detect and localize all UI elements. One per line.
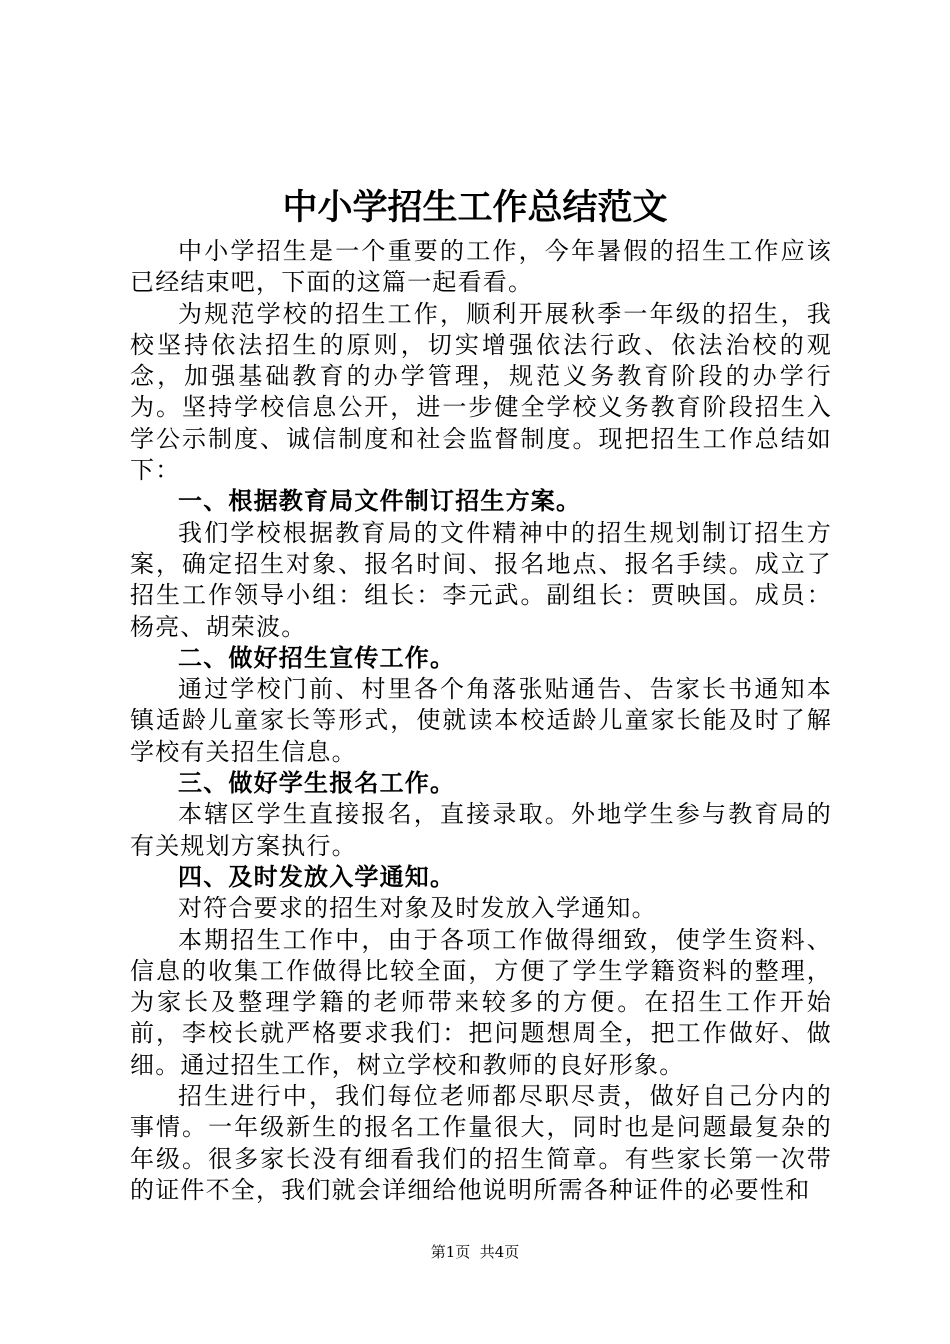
document-body: [130, 236, 832, 1206]
section-heading: 一、根据教育局文件制订招生方案。: [178, 487, 582, 516]
document-title: 中小学招生工作总结范文: [282, 187, 668, 228]
body-paragraph: 我们学校根据教育局的文件精神中的招生规划制订招生方案，确定招生对象、报名时间、报名地点、报名手续。成立了招生工作领导小组：组长：李元武。副组长：贾映国。成员：杨亮、胡荣波。: [130, 518, 832, 641]
body-paragraph: 对符合要求的招生对象及时发放入学通知。: [178, 894, 657, 923]
body-paragraph: 通过学校门前、村里各个角落张贴通告、告家长书通知本镇适龄儿童家长等形式，使就读本校适龄儿童家长能及时了解学校有关招生信息。: [130, 675, 832, 766]
page-footer: [0, 1241, 950, 1263]
body-paragraph: 本辖区学生直接报名，直接录取。外地学生参与教育局的有关规划方案执行。: [130, 800, 832, 860]
section-heading: 三、做好学生报名工作。: [178, 769, 456, 798]
page-number: 第1页 共4页: [430, 1243, 520, 1261]
section-heading: 二、做好招生宣传工作。: [178, 643, 456, 672]
body-paragraph: 为规范学校的招生工作，顺利开展秋季一年级的招生，我校坚持依法招生的原则，切实增强依法行政、依法治校的观念，加强基础教育的办学管理，规范义务教育阶段的办学行为。坚持学校信息公开，进一步健全学校义务教育阶段招生入学公示制度、诚信制度和社会监督制度。现把招生工作总结如下：: [130, 299, 832, 485]
body-paragraph: 招生进行中，我们每位老师都尽职尽责，做好自己分内的事情。一年级新生的报名工作量很大，同时也是问题最复杂的年级。很多家长没有细看我们的招生简章。有些家长第一次带的证件不全，我们就会详细给他说明所需各种证件的必要性和: [130, 1082, 832, 1204]
section-heading: 四、及时发放入学通知。: [178, 862, 456, 891]
body-paragraph: 本期招生工作中，由于各项工作做得细致，使学生资料、信息的收集工作做得比较全面，方便了学生学籍资料的整理，为家长及整理学籍的老师带来较多的方便。在招生工作开始前，李校长就严格要求我们：把问题想周全，把工作做好、做细。通过招生工作，树立学校和教师的良好形象。: [130, 925, 832, 1079]
body-paragraph: 中小学招生是一个重要的工作，今年暑假的招生工作应该已经结束吧，下面的这篇一起看看。: [130, 237, 832, 297]
